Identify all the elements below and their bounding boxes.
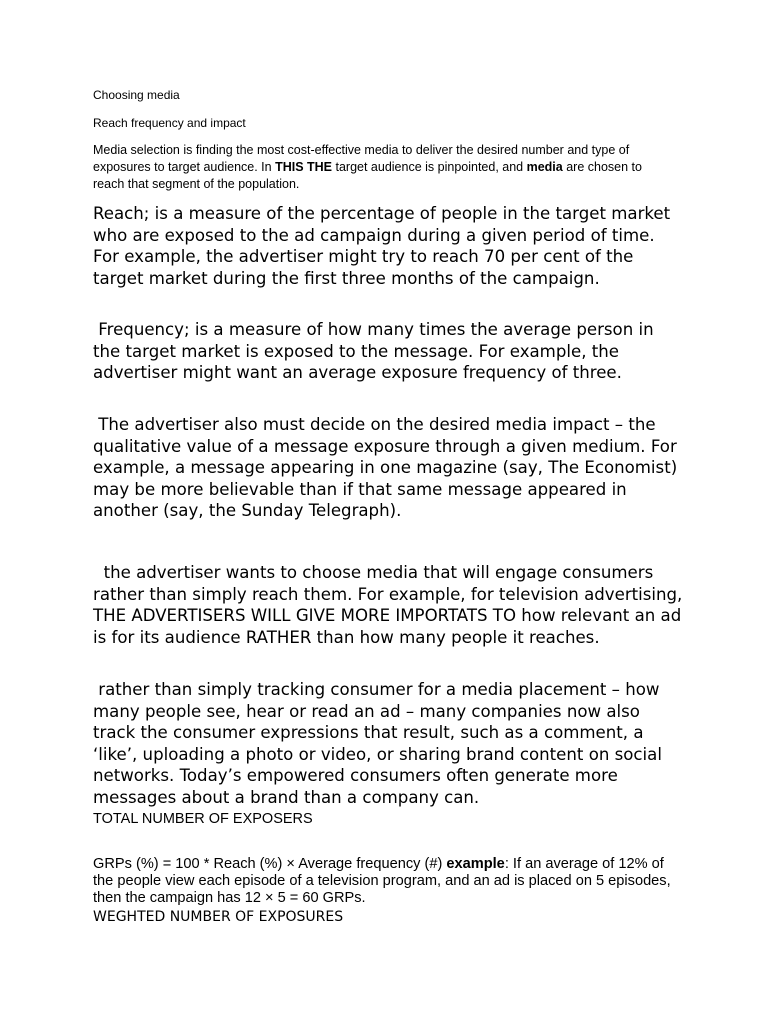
total-exposures-heading: TOTAL NUMBER OF EXPOSERS bbox=[93, 811, 313, 827]
intro-bold-2: media bbox=[526, 160, 563, 174]
engage-paragraph: the advertiser wants to choose media that will engage consumers rather than simply reach them. For example, for television advertising, THE ADVERTISERS WILL GIVE MORE IMPORTATS TO how relevant an ad is for its audience RATHER than how many people it reaches. bbox=[93, 563, 688, 647]
grp-bold: example bbox=[446, 856, 505, 872]
grp-text-2: : If an average of 12% of the people view each episode of a television program, and an ad is placed on 5 episodes, then the campaign has 12 × 5 = 60 GRPs. bbox=[93, 856, 671, 906]
intro-text-3: are chosen to reach that segment of the population. bbox=[93, 160, 642, 191]
intro-text-2: target audience is pinpointed, and bbox=[332, 160, 527, 174]
grp-text-1: GRPs (%) = 100 * Reach (%) × Average frequency (#) bbox=[93, 856, 447, 872]
frequency-paragraph: Frequency; is a measure of how many times the average person in the target market is exposed to the message. For example, the advertiser might want an average exposure frequency of three. bbox=[93, 320, 659, 382]
document-subtitle: Reach frequency and impact bbox=[93, 116, 246, 130]
document-title: Choosing media bbox=[93, 88, 180, 102]
grp-paragraph bbox=[93, 856, 683, 907]
reach-paragraph: Reach; is a measure of the percentage of people in the target market who are exposed to the ad campaign during a given period of time. For example, the advertiser might try to reach 70 per cent of the target market during the first three months of the campaign. bbox=[93, 204, 671, 288]
impact-paragraph: The advertiser also must decide on the desired media impact – the qualitative value of a message exposure through a given medium. For example, a message appearing in one magazine (say, The Economist) may be more believable than if that same message appeared in another (say, the Sunday Telegraph). bbox=[93, 415, 683, 520]
intro-text-1: Media selection is finding the most cost-effective media to deliver the desired number and type of exposures to target audience. In bbox=[93, 143, 630, 174]
intro-paragraph bbox=[93, 142, 673, 193]
intro-bold-1: THIS THE bbox=[275, 160, 333, 174]
weighted-exposures-heading: WEGHTED NUMBER OF EXPOSURES bbox=[93, 909, 344, 925]
tracking-paragraph: rather than simply tracking consumer for a media placement – how many people see, hear or read an ad – many companies now also track the consumer expressions that result, such as a comment, a ‘like’, uploading a photo or video, or sharing brand content on social networks. Today’s empowered consumers often generate more messages about a brand than a company can. bbox=[93, 680, 668, 807]
